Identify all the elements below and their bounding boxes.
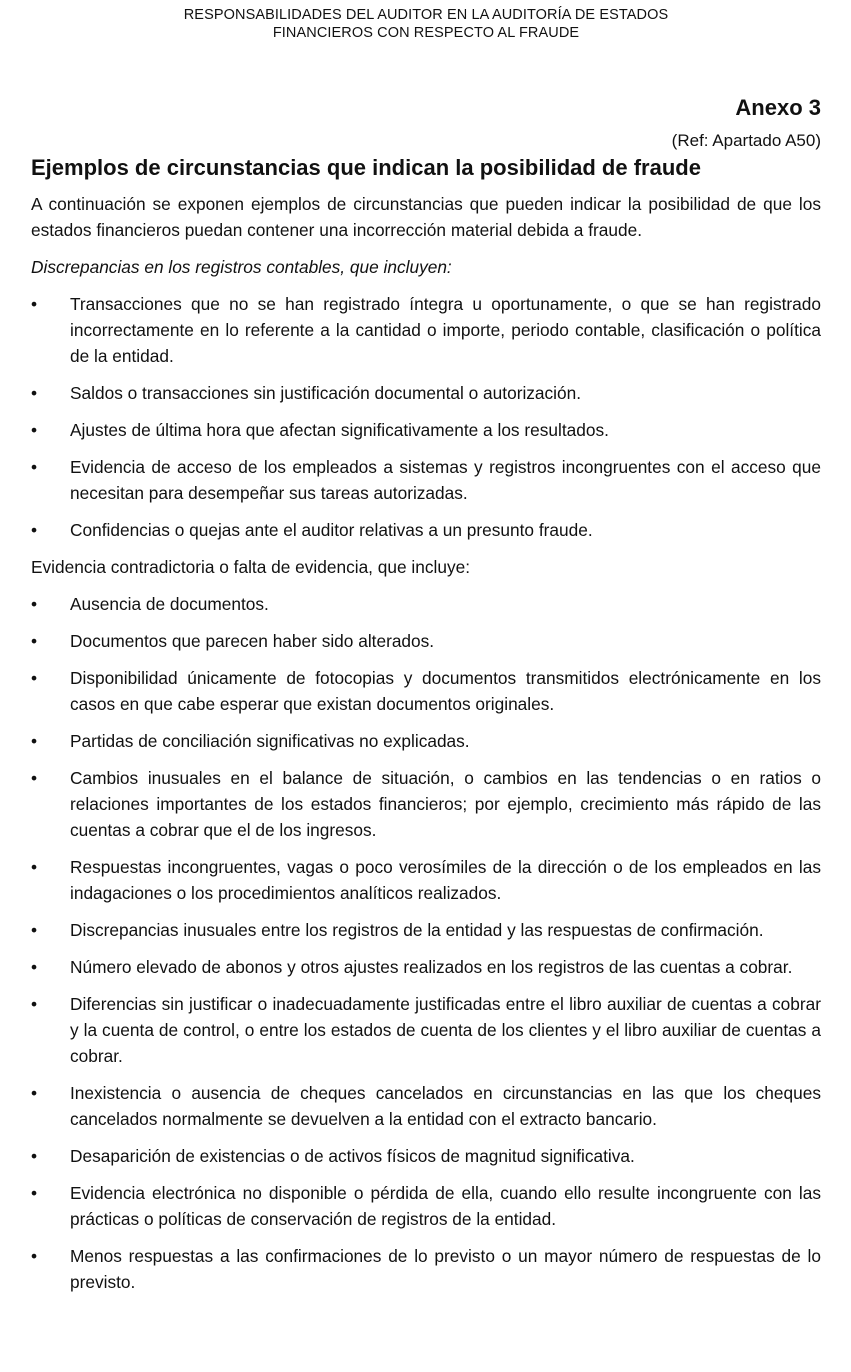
list-item-text: Desaparición de existencias o de activos físicos de magnitud significativa. xyxy=(70,1146,635,1166)
bullet-icon: • xyxy=(31,520,38,540)
section-2-list xyxy=(31,591,821,1295)
section-1-list xyxy=(31,291,821,543)
list-item-text: Respuestas incongruentes, vagas o poco verosímiles de la dirección o de los empleados en las indagaciones o los procedimientos analíticos realizados. xyxy=(70,857,821,903)
list-item-text: Ausencia de documentos. xyxy=(70,594,269,614)
list-item-text: Número elevado de abonos y otros ajustes realizados en los registros de las cuentas a cobrar. xyxy=(70,957,793,977)
bullet-icon: • xyxy=(31,631,38,651)
list-item-text: Evidencia electrónica no disponible o pérdida de ella, cuando ello resulte incongruente con las prácticas o políticas de conservación de registros de la entidad. xyxy=(70,1183,821,1229)
bullet-icon: • xyxy=(31,457,38,477)
list-item-text: Cambios inusuales en el balance de situación, o cambios en las tendencias o en ratios o relaciones importantes de los estados financieros; por ejemplo, crecimiento más rápido de las cuentas a cobrar que el de los ingresos. xyxy=(70,768,821,840)
list-item-text: Disponibilidad únicamente de fotocopias y documentos transmitidos electrónicamente en los casos en que cabe esperar que existan documentos originales. xyxy=(70,668,821,714)
bullet-icon: • xyxy=(31,920,38,940)
list-item xyxy=(31,854,821,906)
list-item xyxy=(31,591,821,617)
bullet-icon: • xyxy=(31,1246,38,1266)
bullet-icon: • xyxy=(31,1146,38,1166)
list-item-text: Inexistencia o ausencia de cheques cancelados en circunstancias en las que los cheques cancelados normalmente se devuelven a la entidad con el extracto bancario. xyxy=(70,1083,821,1129)
list-item xyxy=(31,1143,821,1169)
running-header xyxy=(31,0,821,42)
bullet-icon: • xyxy=(31,420,38,440)
list-item-text: Discrepancias inusuales entre los registros de la entidad y las respuestas de confirmación. xyxy=(70,920,764,940)
bullet-icon: • xyxy=(31,383,38,403)
bullet-icon: • xyxy=(31,994,38,1014)
bullet-icon: • xyxy=(31,668,38,688)
list-item xyxy=(31,380,821,406)
list-item xyxy=(31,1243,821,1295)
bullet-icon: • xyxy=(31,1083,38,1103)
list-item-text: Ajustes de última hora que afectan significativamente a los resultados. xyxy=(70,420,609,440)
list-item xyxy=(31,728,821,754)
bullet-icon: • xyxy=(31,1183,38,1203)
list-item-text: Saldos o transacciones sin justificación documental o autorización. xyxy=(70,383,582,403)
annex-label: Anexo 3 xyxy=(735,95,821,120)
list-item-text: Menos respuestas a las confirmaciones de lo previsto o un mayor número de respuestas de lo previsto. xyxy=(70,1246,821,1292)
list-item xyxy=(31,954,821,980)
list-item xyxy=(31,917,821,943)
list-item xyxy=(31,417,821,443)
list-item xyxy=(31,1180,821,1232)
list-item-text: Transacciones que no se han registrado íntegra u oportunamente, o que se han registrado incorrectamente en lo referente a la cantidad o importe, periodo contable, clasificación o política de la entidad. xyxy=(70,294,821,366)
list-item xyxy=(31,454,821,506)
list-item-text: Documentos que parecen haber sido alterados. xyxy=(70,631,435,651)
bullet-icon: • xyxy=(31,768,38,788)
list-item xyxy=(31,628,821,654)
list-item-text: Diferencias sin justificar o inadecuadamente justificadas entre el libro auxiliar de cuentas a cobrar y la cuenta de control, o entre los estados de cuenta de los clientes y el libro auxiliar de cuentas a cobrar. xyxy=(70,994,821,1066)
section-2-heading: Evidencia contradictoria o falta de evidencia, que incluye: xyxy=(31,557,471,577)
list-item xyxy=(31,765,821,843)
list-item xyxy=(31,291,821,369)
bullet-icon: • xyxy=(31,594,38,614)
document-title: Ejemplos de circunstancias que indican la posibilidad de fraude xyxy=(31,155,701,180)
list-item xyxy=(31,1080,821,1132)
list-item xyxy=(31,991,821,1069)
list-item xyxy=(31,517,821,543)
running-header-line-1: RESPONSABILIDADES DEL AUDITOR EN LA AUDITORÍA DE ESTADOS xyxy=(183,7,669,23)
bullet-icon: • xyxy=(31,294,38,314)
annex-reference: (Ref: Apartado A50) xyxy=(671,131,821,150)
intro-paragraph: A continuación se exponen ejemplos de circunstancias que pueden indicar la posibilidad de que los estados financieros puedan contener una incorrección material debida a fraude. xyxy=(31,194,821,240)
list-item xyxy=(31,665,821,717)
list-item-text: Confidencias o quejas ante el auditor relativas a un presunto fraude. xyxy=(70,520,593,540)
bullet-icon: • xyxy=(31,957,38,977)
list-item-text: Evidencia de acceso de los empleados a sistemas y registros incongruentes con el acceso que necesitan para desempeñar sus tareas autorizadas. xyxy=(70,457,821,503)
bullet-icon: • xyxy=(31,731,38,751)
bullet-icon: • xyxy=(31,857,38,877)
document-page xyxy=(31,0,821,1295)
list-item-text: Partidas de conciliación significativas no explicadas. xyxy=(70,731,470,751)
section-1-heading: Discrepancias en los registros contables, que incluyen: xyxy=(31,257,452,277)
running-header-line-2: FINANCIEROS CON RESPECTO AL FRAUDE xyxy=(272,25,580,41)
